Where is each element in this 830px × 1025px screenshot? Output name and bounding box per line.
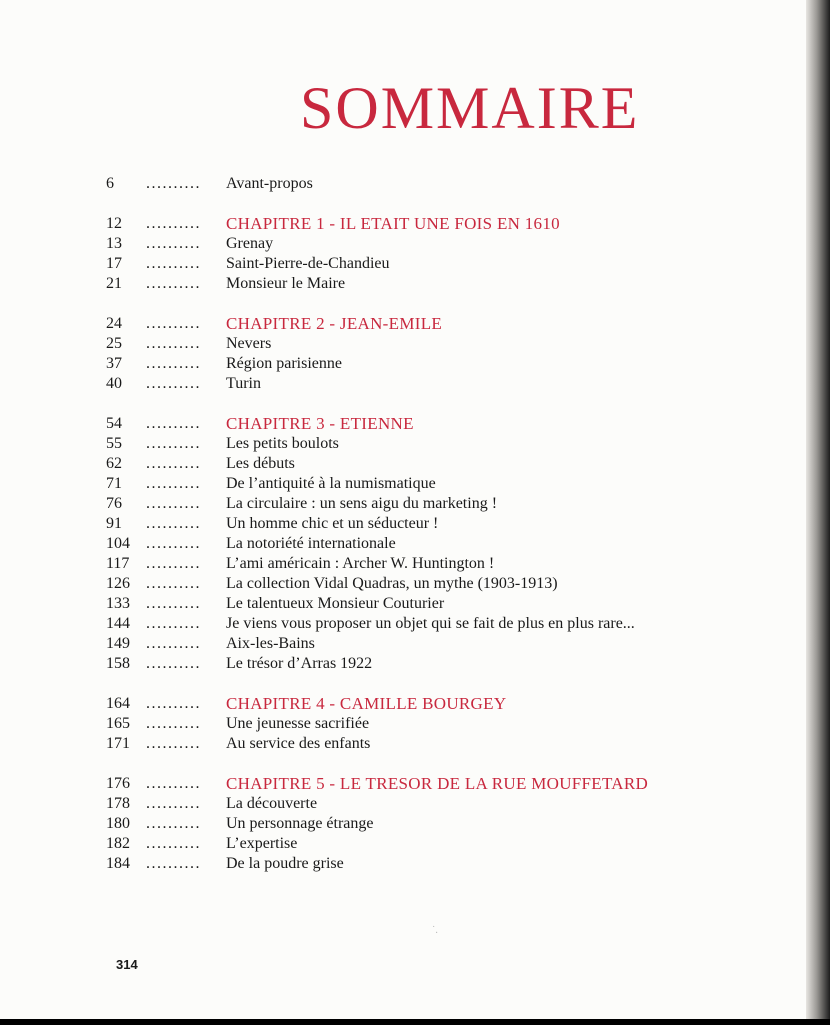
toc-page-number: 126 [106, 575, 130, 592]
toc-entry [106, 254, 706, 274]
dot-leader: .......... [146, 455, 201, 472]
toc-page-number: 37 [106, 355, 122, 372]
toc-page-number: 171 [106, 735, 130, 752]
toc-page-number: 164 [106, 695, 130, 712]
toc-page-number: 184 [106, 855, 130, 872]
toc-page-number: 165 [106, 715, 130, 732]
section-gap [106, 674, 706, 694]
dot-leader: .......... [146, 215, 201, 232]
toc-chapter-title: CHAPITRE 2 - JEAN-EMILE [226, 314, 443, 333]
toc-entry-title: Un personnage étrange [226, 815, 374, 832]
dot-leader: .......... [146, 235, 201, 252]
toc-chapter-entry [106, 314, 706, 334]
toc-entry-title: Nevers [226, 335, 272, 352]
toc-entry-title: Monsieur le Maire [226, 275, 346, 292]
dot-leader: .......... [146, 515, 201, 532]
dot-leader: .......... [146, 175, 201, 192]
section-gap [106, 394, 706, 414]
toc-entry-title: La circulaire : un sens aigu du marketing ! [226, 495, 498, 512]
toc-entry-title: Je viens vous proposer un objet qui se fait de plus en plus rare... [226, 615, 635, 632]
dot-leader: .......... [146, 855, 201, 872]
table-of-contents [106, 174, 706, 874]
dot-leader: .......... [146, 715, 201, 732]
toc-entry-title: La collection Vidal Quadras, un mythe (1903-1913) [226, 575, 558, 592]
toc-page-number: 149 [106, 635, 130, 652]
toc-entry [106, 234, 706, 254]
section-gap [106, 194, 706, 214]
toc-page-number: 176 [106, 775, 130, 792]
dot-leader: .......... [146, 815, 201, 832]
dot-leader: .......... [146, 335, 201, 352]
toc-chapter-title: CHAPITRE 5 - LE TRESOR DE LA RUE MOUFFETARD [226, 774, 649, 793]
toc-page-number: 178 [106, 795, 130, 812]
toc-entry [106, 634, 706, 654]
toc-page-number: 71 [106, 475, 122, 492]
toc-entry-title: L’ami américain : Archer W. Huntington ! [226, 555, 495, 572]
toc-entry-title: Les débuts [226, 455, 295, 472]
toc-entry-title: Saint-Pierre-de-Chandieu [226, 255, 390, 272]
toc-page-number: 21 [106, 275, 122, 292]
toc-page-number: 54 [106, 415, 122, 432]
toc-entry-title: De la poudre grise [226, 855, 344, 872]
toc-entry-title: Les petits boulots [226, 435, 339, 452]
toc-page-number: 158 [106, 655, 130, 672]
toc-entry [106, 814, 706, 834]
dot-leader: .......... [146, 375, 201, 392]
toc-page-number: 12 [106, 215, 122, 232]
dot-leader: .......... [146, 635, 201, 652]
dot-leader: .......... [146, 255, 201, 272]
dot-leader: .......... [146, 475, 201, 492]
book-spine-shadow [806, 0, 830, 1025]
section-gap [106, 294, 706, 314]
toc-chapter-title: CHAPITRE 4 - CAMILLE BOURGEY [226, 694, 507, 713]
toc-entry [106, 834, 706, 854]
toc-page-number: 180 [106, 815, 130, 832]
toc-chapter-entry [106, 694, 706, 714]
toc-entry [106, 794, 706, 814]
toc-page-number: 40 [106, 375, 122, 392]
toc-page-number: 182 [106, 835, 130, 852]
dot-leader: .......... [146, 655, 201, 672]
toc-page-number: 144 [106, 615, 130, 632]
dot-leader: .......... [146, 615, 201, 632]
toc-chapter-entry [106, 414, 706, 434]
toc-entry-title: Une jeunesse sacrifiée [226, 715, 370, 732]
dot-leader: .......... [146, 315, 201, 332]
dot-leader: .......... [146, 795, 201, 812]
dot-leader: .......... [146, 535, 201, 552]
dot-leader: .......... [146, 575, 201, 592]
toc-entry [106, 454, 706, 474]
section-gap [106, 754, 706, 774]
toc-entry [106, 614, 706, 634]
toc-entry-title: Grenay [226, 235, 274, 252]
toc-entry [106, 534, 706, 554]
toc-entry [106, 334, 706, 354]
toc-entry [106, 854, 706, 874]
toc-entry [106, 714, 706, 734]
toc-chapter-entry [106, 774, 706, 794]
dot-leader: .......... [146, 595, 201, 612]
toc-entry-title: La découverte [226, 795, 318, 812]
dot-leader: .......... [146, 435, 201, 452]
toc-entry-title: Turin [226, 375, 261, 392]
page-number: 314 [116, 957, 138, 972]
dot-leader: .......... [146, 495, 201, 512]
paper-speck: ˙. [432, 925, 438, 936]
toc-entry [106, 354, 706, 374]
toc-page-number: 24 [106, 315, 122, 332]
toc-entry [106, 474, 706, 494]
toc-entry-title: Le talentueux Monsieur Couturier [226, 595, 445, 612]
toc-entry-title: Au service des enfants [226, 735, 371, 752]
dot-leader: .......... [146, 835, 201, 852]
dot-leader: .......... [146, 555, 201, 572]
toc-page-number: 91 [106, 515, 122, 532]
toc-entry-title: Un homme chic et un séducteur ! [226, 515, 439, 532]
toc-entry [106, 434, 706, 454]
dot-leader: .......... [146, 775, 201, 792]
toc-chapter-entry [106, 214, 706, 234]
toc-entry [106, 374, 706, 394]
toc-entry [106, 174, 706, 194]
toc-page-number: 62 [106, 455, 122, 472]
dot-leader: .......... [146, 355, 201, 372]
toc-entry [106, 654, 706, 674]
toc-entry-title: De l’antiquité à la numismatique [226, 475, 436, 492]
toc-page-number: 55 [106, 435, 122, 452]
toc-page-number: 117 [106, 555, 130, 572]
toc-entry-title: Aix-les-Bains [226, 635, 315, 652]
dot-leader: .......... [146, 695, 201, 712]
dot-leader: .......... [146, 275, 201, 292]
toc-page-number: 25 [106, 335, 122, 352]
scan-edge [0, 1019, 830, 1025]
dot-leader: .......... [146, 415, 201, 432]
toc-chapter-title: CHAPITRE 3 - ETIENNE [226, 414, 414, 433]
toc-page-number: 17 [106, 255, 122, 272]
toc-page-number: 133 [106, 595, 130, 612]
toc-entry-title: Le trésor d’Arras 1922 [226, 655, 373, 672]
toc-entry-title: Avant-propos [226, 175, 313, 192]
toc-page-number: 6 [106, 175, 114, 192]
page-title: SOMMAIRE [300, 75, 640, 141]
toc-entry [106, 574, 706, 594]
dot-leader: .......... [146, 735, 201, 752]
toc-page-number: 13 [106, 235, 122, 252]
toc-entry-title: La notoriété internationale [226, 535, 396, 552]
toc-entry [106, 594, 706, 614]
toc-entry [106, 514, 706, 534]
toc-entry [106, 494, 706, 514]
toc-entry-title: L’expertise [226, 835, 298, 852]
toc-entry [106, 554, 706, 574]
toc-page-number: 76 [106, 495, 122, 512]
toc-entry [106, 734, 706, 754]
toc-chapter-title: CHAPITRE 1 - IL ETAIT UNE FOIS EN 1610 [226, 214, 560, 233]
toc-page-number: 104 [106, 535, 130, 552]
toc-entry-title: Région parisienne [226, 355, 342, 372]
toc-entry [106, 274, 706, 294]
